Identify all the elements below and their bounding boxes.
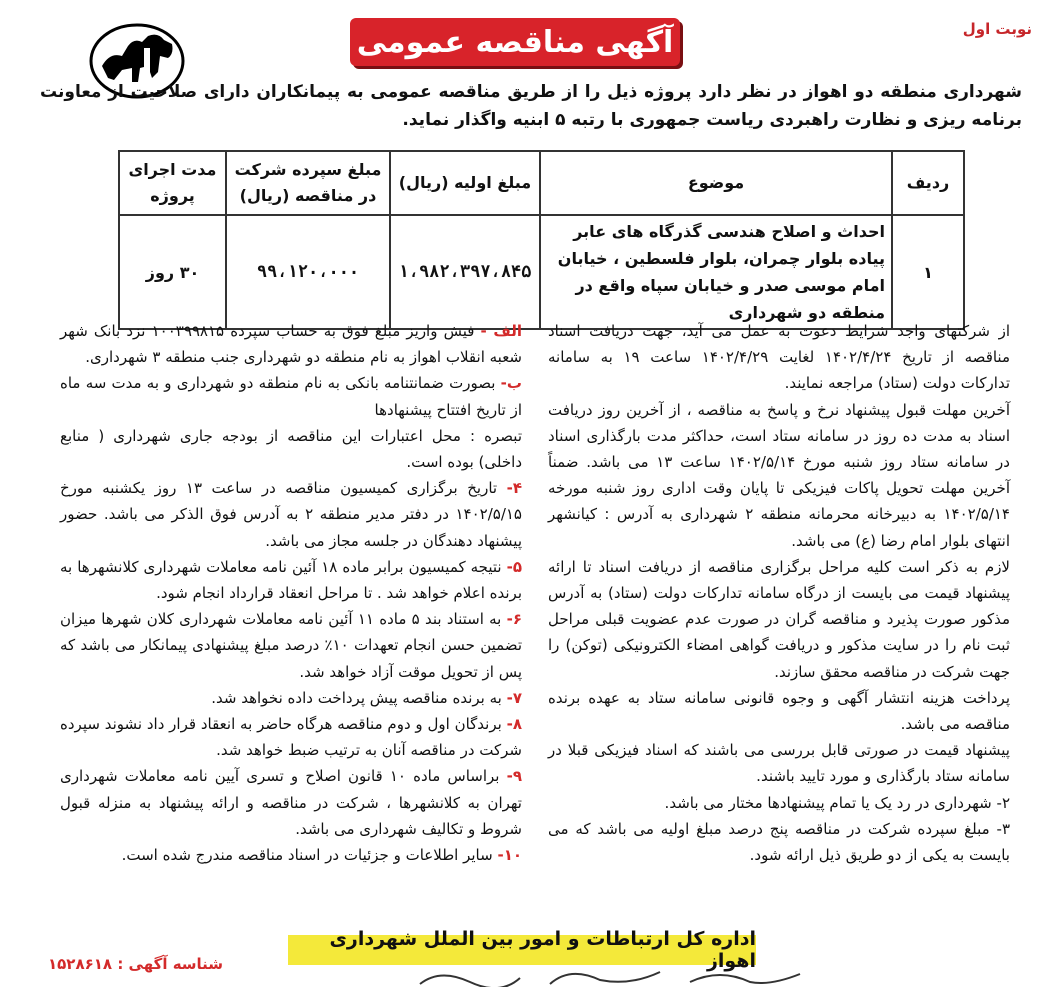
title-banner — [350, 18, 680, 66]
list-item — [60, 475, 522, 554]
left-column — [60, 318, 522, 868]
item-text: به برنده مناقصه پیش پرداخت داده نخواهد شد. — [211, 688, 502, 707]
paragraph: ۲- شهرداری در رد یک یا تمام پیشنهادها مختار می باشد. — [664, 793, 1010, 812]
paragraph: پیشنهاد قیمت در صورتی قابل بررسی می باشند که اسناد فیزیکی قبلا در سامانه ستاد بارگذاری و مورد تایید باشند. — [548, 741, 1010, 786]
round-label: نوبت اول — [962, 20, 1032, 38]
tender-table — [118, 150, 965, 330]
cell-initial-amount: ۱،۹۸۲،۳۹۷،۸۴۵ — [390, 215, 540, 329]
item-marker: ۹- — [506, 767, 522, 786]
item-marker: الف - — [480, 322, 522, 340]
intro-paragraph: شهرداری منطقه دو اهواز در نظر دارد پروژه ذیل را از طریق مناقصه عمومی به پیمانکاران دارای صلاحیت از معاونت برنامه ریزی و نظارت راهبردی ریاست جمهوری با رتبه ۵ ابنیه واگذار نماید. — [40, 82, 1022, 130]
item-text: تبصره : محل اعتبارات این مناقصه از بودجه جاری شهرداری ( منابع داخلی) بوده است. — [60, 426, 522, 472]
cell-subject: احداث و اصلاح هندسی گذرگاه های عابر پیاده بلوار چمران، بلوار فلسطین ، خیابان امام موسی صدر و خیابان سپاه واقع در منطقه دو شهرداری — [540, 215, 892, 329]
publisher-banner — [288, 928, 756, 972]
list-item — [60, 711, 522, 763]
header-initial-amount: مبلغ اولیه (ریال) — [390, 151, 540, 215]
list-item — [60, 423, 522, 475]
item-text: براساس ماده ۱۰ قانون اصلاح و تسری آیین نامه معاملات شهرداری تهران به کلانشهرها ، شرکت در مناقصه و ارائه پیشنهاد به منزله قبول شروط و تکالیف شهرداری می باشد. — [60, 767, 522, 838]
notice-title: آگهی مناقصه عمومی — [356, 24, 674, 60]
list-item — [60, 763, 522, 842]
item-marker: ۶- — [506, 610, 522, 629]
list-item — [60, 685, 522, 711]
item-text: فیش واریز مبلغ فوق به حساب سپرده ۱۰۰۳۹۹۸۱۵ نزد بانک شهر شعبه انقلاب اهواز به نام منطقه دو شهرداری جنب منطقه ۳ شهرداری. — [60, 322, 522, 367]
paragraph: از شرکتهای واجد شرایط دعوت به عمل می آید، جهت دریافت اسناد مناقصه از تاریخ ۱۴۰۲/۴/۲۴ لغایت ۱۴۰۲/۴/۲۹ ساعت ۱۹ به سامانه تدارکات دولت (ستاد) مراجعه نمایند. — [548, 322, 1010, 393]
cell-row-number: ۱ — [892, 215, 964, 329]
header-deposit: مبلغ سپرده شرکت در مناقصه (ریال) — [226, 151, 390, 215]
table-row — [119, 215, 964, 329]
item-marker: ب- — [500, 374, 522, 393]
item-text: به استناد بند ۵ ماده ۱۱ آئین نامه معاملات شهرداری کلان شهرها میزان تضمین حسن انجام تعهدات ۱۰٪ درصد مبلغ پیشنهادی پیمانکار می باشد که پس از تحویل موقت آزاد خواهد شد. — [60, 610, 522, 681]
cell-duration: ۳۰ روز — [119, 215, 226, 329]
list-item — [60, 842, 522, 868]
item-marker: ۸- — [506, 715, 523, 734]
header-duration: مدت اجرای پروژه — [119, 151, 226, 215]
paragraph: آخرین مهلت قبول پیشنهاد نرخ و پاسخ به مناقصه ، از آخرین روز دریافت اسناد به مدت ده روز در سامانه ستاد است، حداکثر مدت بارگذاری اسناد در سامانه ستاد روز شنبه مورخ ۱۴۰۲/۵/۱۴ ساعت ۱۳ می باشد. ضمناً آخرین مهلت تحویل پاکات فیزیکی تا پایان وقت اداری روز شنبه مورخه ۱۴۰۲/۵/۱۴ به دبیرخانه محرمانه منطقه ۲ شهرداری به آدرس : کیانشهر انتهای بلوار امام رضا (ع) می باشد. — [548, 400, 1010, 550]
cell-deposit: ۹۹،۱۲۰،۰۰۰ — [226, 215, 390, 329]
list-item — [60, 606, 522, 685]
paragraph: پرداخت هزینه انتشار آگهی و وجوه قانونی سامانه ستاد به عهده برنده مناقصه می باشد. — [548, 688, 1010, 734]
item-marker: ۷- — [506, 688, 522, 707]
item-marker: ۱۰- — [497, 846, 522, 865]
ad-id: شناسه آگهی : ۱۵۲۸۶۱۸ — [48, 955, 224, 973]
header-subject: موضوع — [540, 151, 892, 215]
publisher-name: اداره کل ارتباطات و امور بین الملل شهرداری اهواز — [329, 928, 756, 972]
paragraph: ۳- مبلغ سپرده شرکت در مناقصه پنج درصد مبلغ اولیه می باشد که می بایست به یکی از دو طریق ذیل ارائه شود. — [548, 819, 1010, 865]
item-text: بصورت ضمانتنامه بانکی به نام منطقه دو شهرداری و به مدت سه ماه از تاریخ افتتاح پیشنهادها — [60, 374, 522, 419]
item-marker: ۴- — [506, 479, 522, 498]
item-text: سایر اطلاعات و جزئیات در اسناد مناقصه مندرج شده است. — [121, 846, 493, 865]
header-row-number: ردیف — [892, 151, 964, 215]
table-header-row — [119, 151, 964, 215]
item-text: نتیجه کمیسیون برابر ماده ۱۸ آئین نامه معاملات شهرداری کلانشهرها به برنده اعلام خواهد شد . تا مراحل انعقاد قرارداد انجام شود. — [60, 557, 522, 603]
list-item — [60, 554, 522, 606]
item-marker: ۵- — [506, 557, 522, 576]
item-text: برندگان اول و دوم مناقصه هرگاه حاضر به انعقاد قرار داد نشوند سپرده شرکت در مناقصه آنان به ترتیب ضبط خواهد شد. — [60, 715, 522, 760]
list-item — [60, 370, 522, 422]
list-item — [60, 318, 522, 370]
paragraph: لازم به ذکر است کلیه مراحل برگزاری مناقصه از دریافت اسناد تا ارائه پیشنهاد قیمت می بایست از درگاه سامانه تدارکات دولت (ستاد) به آدرس مذکور صورت پذیرد و مناقصه گران در صورت عدم عضویت قبلی مراحل ثبت نام را در سایت مذکور و دریافت گواهی امضاء الکترونیکی (توکن) را جهت شرکت در مناقصه محقق سازند. — [548, 557, 1010, 681]
right-column — [548, 318, 1010, 868]
signature-icon — [400, 962, 820, 987]
item-text: تاریخ برگزاری کمیسیون مناقصه در ساعت ۱۳ روز یکشنبه مورخ ۱۴۰۲/۵/۱۵ در دفتر مدیر منطقه ۲ به آدرس فوق الذکر می باشد. حضور پیشنهاد دهندگان در جلسه مجاز می باشد. — [60, 479, 522, 550]
